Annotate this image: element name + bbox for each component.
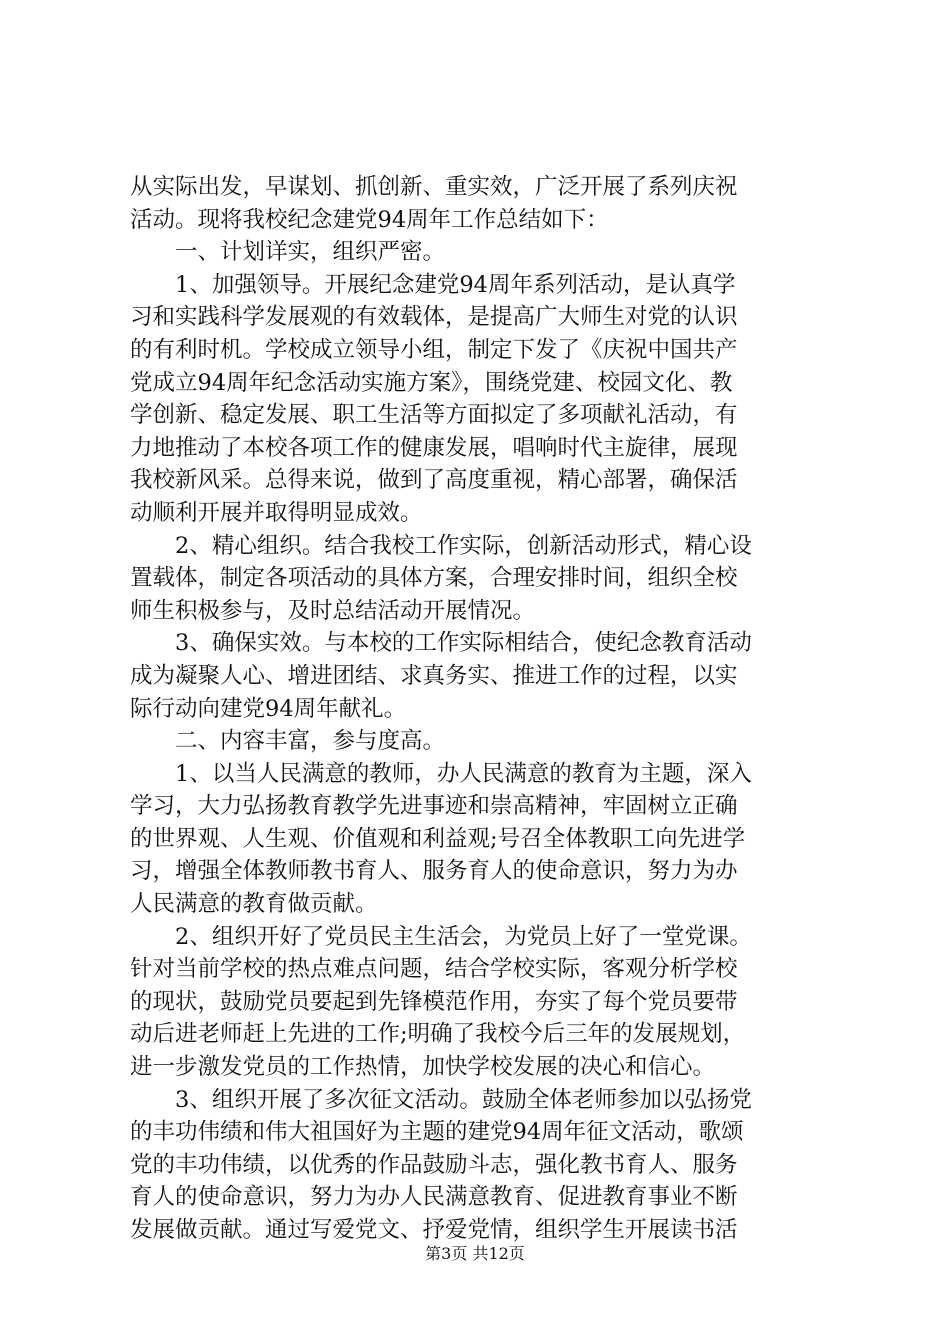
text-line: 置载体，制定各项活动的具体方案，合理安排时间，组织全校 xyxy=(130,565,738,592)
text-line: 3、组织开展了多次征文活动。鼓励全体老师参加以弘扬党 xyxy=(175,1086,752,1113)
text-line: 活动。现将我校纪念建党94周年工作总结如下： xyxy=(130,206,609,233)
text-line: 针对当前学校的热点难点问题，结合学校实际，客观分析学校 xyxy=(130,956,738,983)
section-heading: 二、内容丰富，参与度高。 xyxy=(175,728,446,755)
text-line: 的世界观、人生观、价值观和利益观;号召全体教职工向先进学 xyxy=(130,825,746,852)
body-text xyxy=(130,171,830,1247)
text-line: 2、精心组织。结合我校工作实际，创新活动形式，精心设 xyxy=(175,532,752,559)
text-line: 3、确保实效。与本校的工作实际相结合，使纪念教育活动 xyxy=(175,630,752,657)
page-footer xyxy=(0,1244,950,1264)
text-line: 我校新风采。总得来说，做到了高度重视，精心部署，确保活 xyxy=(130,467,738,494)
text-line: 动顺利开展并取得明显成效。 xyxy=(130,499,423,526)
text-line: 2、组织开好了党员民主生活会，为党员上好了一堂党课。 xyxy=(175,923,752,950)
text-line: 人民满意的教育做贡献。 xyxy=(130,891,378,918)
text-line: 成为凝聚人心、增进团结、求真务实、推进工作的过程，以实 xyxy=(130,662,738,689)
text-line: 学创新、稳定发展、职工生活等方面拟定了多项献礼活动，有 xyxy=(130,402,738,429)
text-line: 党成立94周年纪念活动实施方案》，围绕党建、校园文化、教 xyxy=(130,369,733,396)
text-line: 的有利时机。学校成立领导小组，制定下发了《庆祝中国共产 xyxy=(130,336,738,363)
text-line: 发展做贡献。通过写爱党文、抒爱党情，组织学生开展读书活 xyxy=(130,1217,738,1243)
text-line: 进一步激发党员的工作热情，加快学校发展的决心和信心。 xyxy=(130,1054,716,1081)
text-line: 从实际出发，早谋划、抓创新、重实效，广泛开展了系列庆祝 xyxy=(130,174,738,200)
text-line: 习，增强全体教师教书育人、服务育人的使命意识，努力为办 xyxy=(130,858,738,885)
text-line: 学习，大力弘扬教育教学先进事迹和崇高精神，牢固树立正确 xyxy=(130,793,738,820)
text-line: 的现状，鼓励党员要起到先锋模范作用，夯实了每个党员要带 xyxy=(130,988,738,1015)
text-line: 际行动向建党94周年献礼。 xyxy=(130,695,407,722)
text-line: 师生积极参与，及时总结活动开展情况。 xyxy=(130,597,536,624)
section-heading: 一、计划详实，组织严密。 xyxy=(175,239,446,266)
page-number: 第3页 共12页 xyxy=(425,1244,525,1263)
text-line: 动后进老师赶上先进的工作;明确了我校今后三年的发展规划， xyxy=(130,1021,746,1048)
text-line: 力地推动了本校各项工作的健康发展，唱响时代主旋律，展现 xyxy=(130,434,738,461)
text-line: 的丰功伟绩和伟大祖国好为主题的建党94周年征文活动，歌颂 xyxy=(130,1119,744,1146)
text-line: 1、以当人民满意的教师，办人民满意的教育为主题，深入 xyxy=(175,760,752,787)
text-line: 1、加强领导。开展纪念建党94周年系列活动，是认真学 xyxy=(175,271,736,298)
text-line: 育人的使命意识，努力为办人民满意教育、促进教育事业不断 xyxy=(130,1184,738,1211)
text-line: 党的丰功伟绩，以优秀的作品鼓励斗志，强化教书育人、服务 xyxy=(130,1151,738,1178)
text-line: 习和实践科学发展观的有效载体，是提高广大师生对党的认识 xyxy=(130,304,738,331)
